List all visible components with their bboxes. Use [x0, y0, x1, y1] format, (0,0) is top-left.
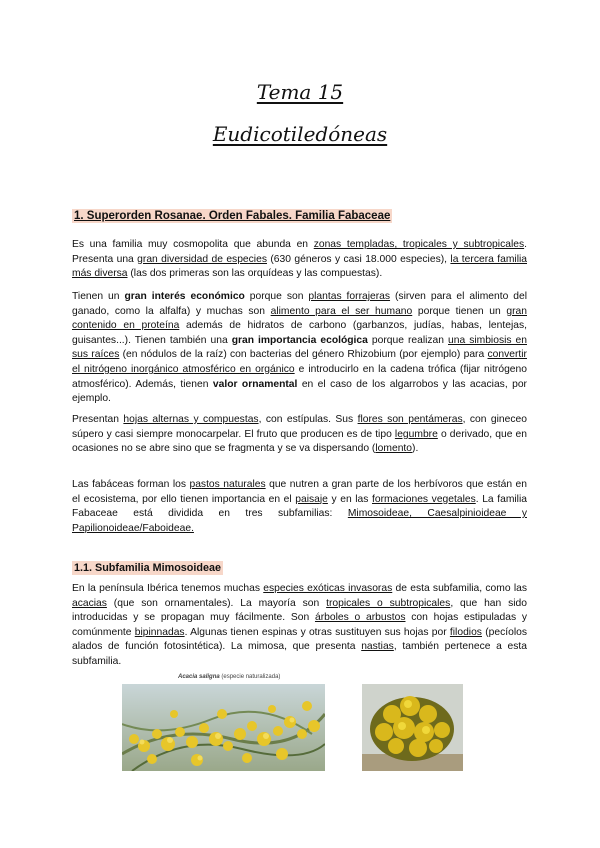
paragraph-importance: Tienen un gran interés económico porque son plantas forrajeras (sirven para el alimento del ganado, como la alfalfa) y muchas son alimento para el ser humano porque tienen un gran contenido en proteína además de hidratos de carbono (garbanzos, judías, habas, lentejas, guisantes...). Tienen también una gran importancia ecológica porque realizan una simbiosis en sus raíces (en nódulos de la raíz) con bacterias del género Rhizobium (por ejemplo) para convertir el nitrógeno inorgánico atmosférico en orgánico e introducirlo en la cadena trófica (fijar nitrógeno atmosférico). Además, tienen valor ornamental en el caso de los algarrobos y las acacias, por ejemplo.: [72, 291, 528, 405]
paragraph-ecology: Las fabáceas forman los pastos naturales que nutren a gran parte de los herbívoros que están en el ecosistema, por ello tienen importancia en el paisaje y en las formaciones vegetales. La familia Fabaceae está dividida en tres subfamilias: Mimosoideae, Caesalpinioideae y Papilionoideae/Faboideae.: [72, 479, 528, 534]
subsection-heading-mimosoideae: 1.1. Subfamilia Mimosoideae: [74, 562, 222, 574]
paragraph-morphology: Presentan hojas alternas y compuestas, con estípulas. Sus flores son pentámeras, con gineceo súpero y casi siempre monocarpelar. El fruto que producen es de tipo legumbre o derivado, que en ocasiones no se abre sino que se fragmenta y se va dispersando (lomento).: [72, 414, 527, 455]
paragraph-distribution: Es una familia muy cosmopolita que abunda en zonas templadas, tropicales y subtropicales. Presenta una gran diversidad de especies (630 géneros y casi 18.000 especies), la tercera familia más diversa (las dos primeras son las orquídeas y las compuestas).: [72, 239, 527, 280]
acacia-branch-photo: [122, 684, 325, 771]
document-title-topic: Tema 15: [256, 80, 344, 104]
figure-caption: Acacia saligna (especie naturalizada): [178, 674, 281, 680]
document-title-subject: Eudicotiledóneas: [212, 122, 388, 146]
paragraph-mimosoideae: En la península Ibérica tenemos muchas especies exóticas invasoras de esta subfamilia, como las acacias (que son ornamentales). La mayoría son tropicales o subtropicales, que han sido introducidas y se propagan muy fácilmente. Son árboles o arbustos con hojas estipuladas y comúnmente bipinnadas. Algunas tienen espinas y otras sustituyen sus hojas por filodios (pecíolos alados de función fotosintética). La mimosa, que presenta nastias, también pertenece a esta subfamilia.: [72, 583, 528, 667]
acacia-shrub-photo: [362, 684, 463, 771]
section-heading-fabaceae: 1. Superorden Rosanae. Orden Fabales. Familia Fabaceae: [74, 210, 391, 222]
